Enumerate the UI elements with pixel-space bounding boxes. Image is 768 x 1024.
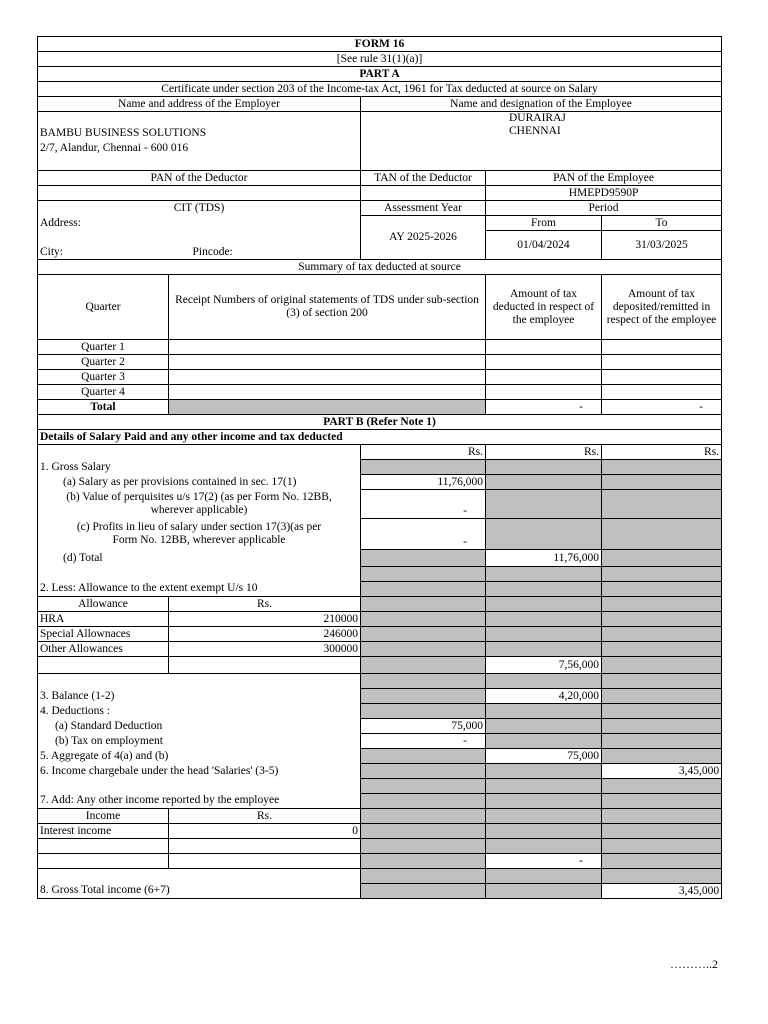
page-marker: ………..2 [670, 957, 718, 971]
cit-pincode-label: Pincode: [169, 231, 361, 260]
gross-total-label: (d) Total [38, 550, 361, 567]
cit-address-label: Address: [38, 216, 361, 231]
rule-reference: [See rule 31(1)(a)] [38, 52, 722, 67]
summary-col-deducted: Amount of tax deducted in respect of the employee [486, 275, 602, 340]
less-allowance-label: 2. Less: Allowance to the extent exempt U/s 10 [38, 582, 361, 597]
employee-name: DURAIRAJ [509, 112, 566, 124]
allowance-amount: 246000 [169, 627, 361, 642]
form16-table [37, 36, 722, 899]
gross-total-income-label: 8. Gross Total income (6+7) [38, 884, 361, 899]
form16-sheet [37, 36, 721, 899]
pan-employee-value: HMEPD9590P [486, 186, 722, 201]
summary-col-receipt: Receipt Numbers of original statements of TDS under sub-section (3) of section 200 [169, 275, 486, 340]
tax-on-employment-label: (b) Tax on employment [38, 734, 361, 749]
summary-title: Summary of tax deducted at source [38, 260, 722, 275]
summary-total-row [38, 400, 722, 415]
deductions-label: 4. Deductions : [38, 704, 361, 719]
allowance-row [38, 627, 722, 642]
standard-deduction-label: (a) Standard Deduction [38, 719, 361, 734]
balance-value: 4,20,000 [486, 689, 602, 704]
allowance-name: HRA [38, 612, 169, 627]
currency-header: Rs. [602, 445, 722, 460]
chargeable-income-label: 6. Income chargebale under the head 'Salaries' (3-5) [38, 764, 361, 779]
perquisites-label: (b) Value of perquisites u/s 17(2) (as per Form No. 12BB, wherever applicable) [38, 490, 361, 519]
interest-income-value: 0 [169, 824, 361, 839]
allowance-row [38, 642, 722, 657]
summary-col-quarter: Quarter [38, 275, 169, 340]
tan-deductor-value [361, 186, 486, 201]
gross-salary-label: 1. Gross Salary [38, 460, 361, 475]
employer-name: BAMBU BUSINESS SOLUTIONS [40, 127, 207, 139]
other-income-label: 7. Add: Any other income reported by the employee [38, 794, 361, 809]
assessment-year-value: AY 2025-2026 [361, 216, 486, 260]
part-a-heading: PART A [38, 67, 722, 82]
tax-on-employment-value: - [361, 734, 486, 749]
employee-label: Name and designation of the Employee [361, 97, 722, 112]
currency-header: Rs. [486, 445, 602, 460]
profits-label: (c) Profits in lieu of salary under section 17(3)(as per Form No. 12BB, wherever applicable [38, 519, 361, 550]
certificate-title: Certificate under section 203 of the Income-tax Act, 1961 for Tax deducted at source on Salary [38, 82, 722, 97]
quarter-label: Quarter 3 [38, 370, 169, 385]
chargeable-income-value: 3,45,000 [602, 764, 722, 779]
allowance-row [38, 612, 722, 627]
summary-col-deposited: Amount of tax deposited/remitted in respect of the employee [602, 275, 722, 340]
period-from-value: 01/04/2024 [486, 231, 602, 260]
salary-17-1-value: 11,76,000 [361, 475, 486, 490]
profits-value: - [361, 519, 486, 550]
cit-city-label: City: [38, 231, 169, 260]
pan-employee-label: PAN of the Employee [486, 171, 722, 186]
pan-deductor-label: PAN of the Deductor [38, 171, 361, 186]
allowance-name: Other Allowances [38, 642, 169, 657]
allowance-col-header: Allowance [38, 597, 169, 612]
salary-17-1-label: (a) Salary as per provisions contained in sec. 17(1) [38, 475, 361, 490]
employer-label: Name and address of the Employer [38, 97, 361, 112]
summary-total-deducted: - [486, 400, 602, 415]
allowance-total-value: 7,56,000 [486, 657, 602, 674]
summary-total-deposited: - [602, 400, 722, 415]
interest-income-label: Interest income [38, 824, 169, 839]
gross-total-income-value: 3,45,000 [602, 884, 722, 899]
summary-total-label: Total [38, 400, 169, 415]
employee-details [361, 112, 722, 171]
allowance-name: Special Allownaces [38, 627, 169, 642]
period-to-value: 31/03/2025 [602, 231, 722, 260]
employer-details [38, 112, 361, 171]
employee-city: CHENNAI [509, 125, 561, 137]
quarter-row [38, 385, 722, 400]
pan-deductor-value [38, 186, 361, 201]
quarter-label: Quarter 4 [38, 385, 169, 400]
balance-label: 3. Balance (1-2) [38, 689, 361, 704]
assessment-year-label: Assessment Year [361, 201, 486, 216]
allowance-rs-header: Rs. [169, 597, 361, 612]
period-to-label: To [602, 216, 722, 231]
cit-label: CIT (TDS) [38, 201, 361, 216]
form-title: FORM 16 [38, 37, 722, 52]
part-b-heading: PART B (Refer Note 1) [38, 415, 722, 430]
perquisites-value: - [361, 490, 486, 519]
quarter-label: Quarter 2 [38, 355, 169, 370]
standard-deduction-value: 75,000 [361, 719, 486, 734]
allowance-amount: 210000 [169, 612, 361, 627]
employer-address: 2/7, Alandur, Chennai - 600 016 [40, 142, 189, 154]
quarter-row [38, 355, 722, 370]
allowance-amount: 300000 [169, 642, 361, 657]
period-from-label: From [486, 216, 602, 231]
quarter-row [38, 340, 722, 355]
aggregate-value: 75,000 [486, 749, 602, 764]
part-b-details-title: Details of Salary Paid and any other income and tax deducted [38, 430, 722, 445]
income-col-header: Income [38, 809, 169, 824]
other-income-total: - [486, 854, 602, 869]
tan-deductor-label: TAN of the Deductor [361, 171, 486, 186]
period-label: Period [486, 201, 722, 216]
currency-header: Rs. [361, 445, 486, 460]
gross-total-value: 11,76,000 [486, 550, 602, 567]
income-rs-header: Rs. [169, 809, 361, 824]
aggregate-label: 5. Aggregate of 4(a) and (b) [38, 749, 361, 764]
quarter-label: Quarter 1 [38, 340, 169, 355]
quarter-row [38, 370, 722, 385]
other-income-row [38, 824, 722, 839]
